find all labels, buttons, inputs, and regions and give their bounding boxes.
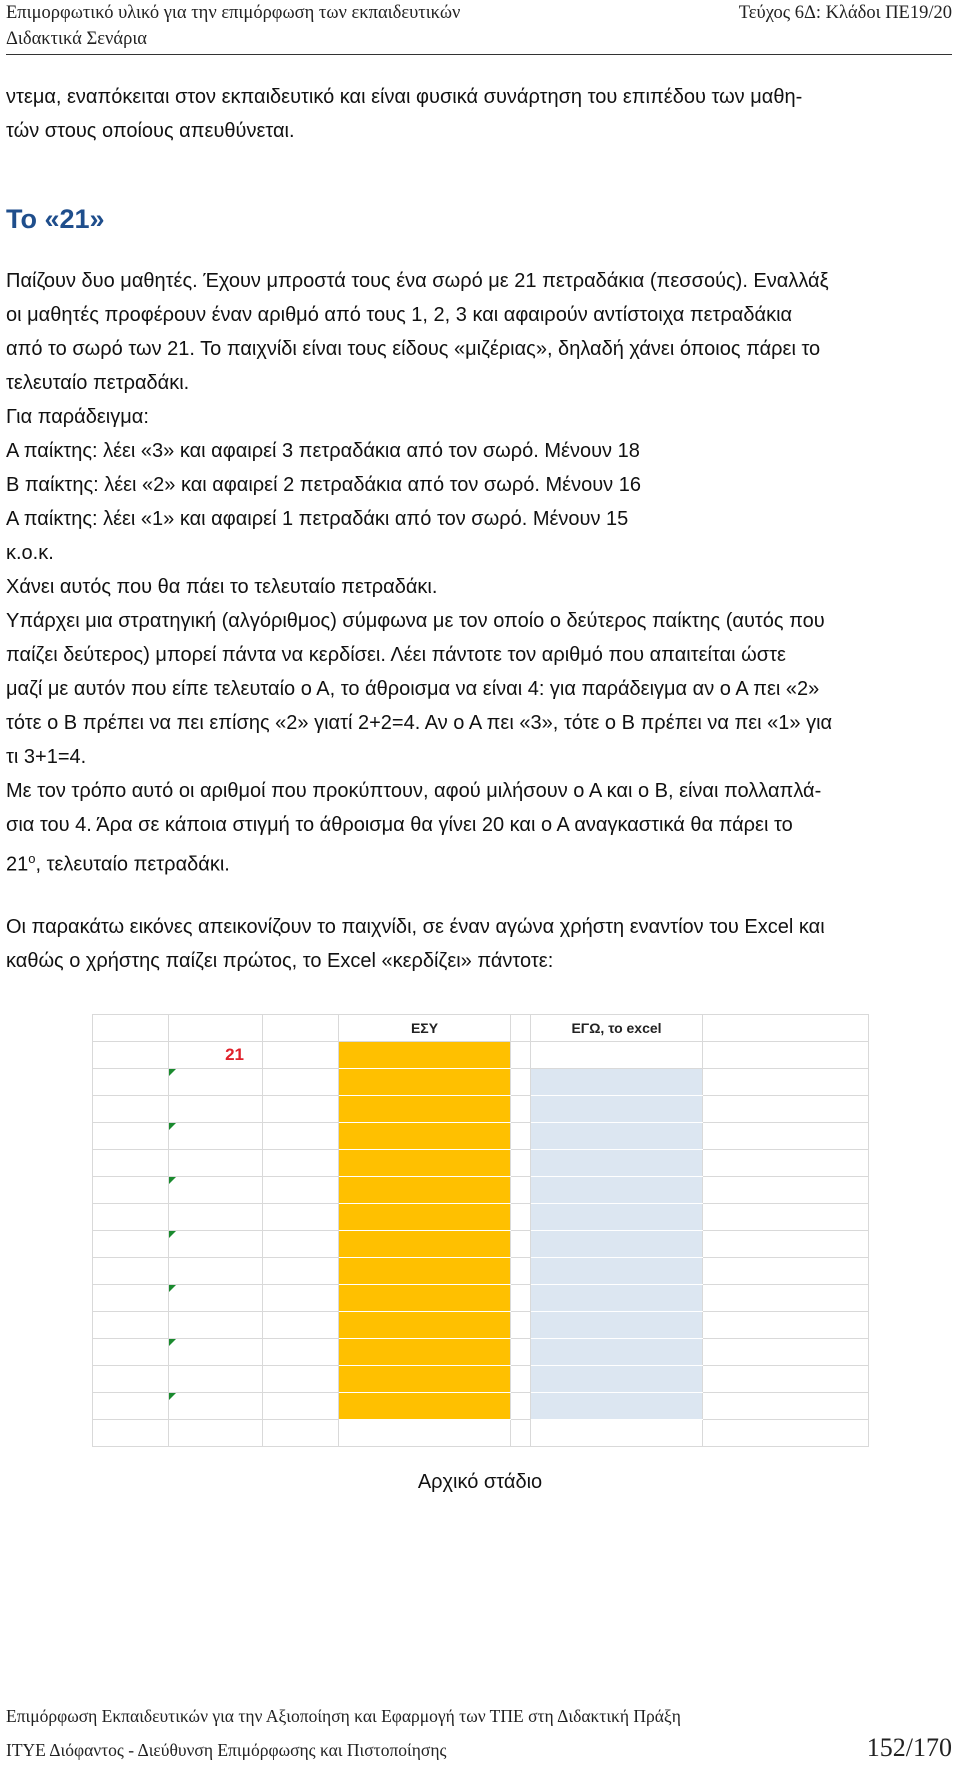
spreadsheet-cell [511,1015,531,1042]
user-move-cell [339,1096,511,1123]
spreadsheet-cell [263,1393,339,1420]
column-header-excel: ΕΓΩ, το excel [531,1015,703,1042]
excel-move-cell [531,1339,703,1366]
rules-line: Παίζουν δυο μαθητές. Έχουν μπροστά τους ένα σωρό με 21 πετραδάκια (πεσσούς). Εναλλάξ [6,270,829,292]
user-move-cell [339,1393,511,1420]
strategy-paragraph [6,604,952,774]
spreadsheet-cell [703,1069,869,1096]
spreadsheet-cell [169,1258,263,1285]
rules-line: από το σωρό των 21. Το παιχνίδι είναι τους είδους «μιζέριας», δηλαδή χάνει όποιος πάρει το [6,338,821,360]
spreadsheet-cell [169,1123,263,1150]
excel-move-cell [531,1258,703,1285]
spreadsheet-cell [511,1312,531,1339]
spreadsheet-cell [511,1177,531,1204]
excel-move-cell [531,1069,703,1096]
spreadsheet-cell [93,1312,169,1339]
page-number: 152/170 [866,1733,952,1762]
spreadsheet-cell [169,1150,263,1177]
example-block [6,400,952,604]
strategy-line: παίζει δεύτερος) μπορεί πάντα να κερδίσει. Λέει πάντοτε τον αριθμό που απαιτείται ώστε [6,644,786,666]
user-move-cell [339,1150,511,1177]
spreadsheet-cell [93,1285,169,1312]
spreadsheet-cell [703,1015,869,1042]
spreadsheet-cell [93,1096,169,1123]
example-loser: Χάνει αυτός που θα πάει το τελευταίο πετραδάκι. [6,576,438,598]
spreadsheet-cell [263,1285,339,1312]
spreadsheet-cell [703,1042,869,1069]
spreadsheet-cell [93,1015,169,1042]
spreadsheet-cell [511,1393,531,1420]
spreadsheet-cell [169,1285,263,1312]
spreadsheet-cell [169,1312,263,1339]
spreadsheet-cell [169,1096,263,1123]
user-move-cell [339,1204,511,1231]
user-move-cell [339,1339,511,1366]
user-move-cell [339,1366,511,1393]
spreadsheet-row [93,1015,869,1042]
spreadsheet-row [93,1231,869,1258]
spreadsheet-cell [703,1339,869,1366]
spreadsheet-cell [169,1339,263,1366]
spreadsheet-cell [263,1177,339,1204]
error-indicator-icon [169,1231,176,1238]
rules-line: τελευταίο πετραδάκι. [6,372,190,394]
spreadsheet-cell [511,1231,531,1258]
spreadsheet-row [93,1177,869,1204]
spreadsheet-cell [169,1420,263,1447]
spreadsheet-cell [263,1015,339,1042]
spreadsheet-cell [263,1258,339,1285]
spreadsheet-row [93,1123,869,1150]
strategy-line: μαζί με αυτόν που είπε τελευταίο ο Α, το άθροισμα να είναι 4: για παράδειγμα αν ο Α πει «2» [6,678,820,700]
page-footer [6,1700,952,1766]
error-indicator-icon [169,1123,176,1130]
spreadsheet-row [93,1096,869,1123]
intro-line: τών στους οποίους απευθύνεται. [6,120,295,142]
excel-move-cell [531,1123,703,1150]
excel-move-cell [531,1285,703,1312]
user-move-cell [339,1312,511,1339]
spreadsheet-cell [93,1150,169,1177]
spreadsheet-cell [263,1096,339,1123]
spreadsheet-cell [93,1366,169,1393]
spreadsheet-cell [511,1285,531,1312]
spreadsheet-cell [703,1258,869,1285]
spreadsheet-cell [511,1123,531,1150]
user-move-cell [339,1285,511,1312]
spreadsheet-cell [93,1258,169,1285]
user-move-cell [339,1177,511,1204]
excel-move-cell [531,1204,703,1231]
spreadsheet-cell [263,1123,339,1150]
spreadsheet-cell [531,1042,703,1069]
multiples-line [6,842,952,882]
ordinal-number: 21 [6,853,29,876]
spreadsheet-cell [263,1204,339,1231]
spreadsheet-cell [169,1393,263,1420]
spreadsheet-screenshot [92,1014,868,1434]
spreadsheet-cell [93,1393,169,1420]
spreadsheet-cell [511,1204,531,1231]
error-indicator-icon [169,1285,176,1292]
spreadsheet-cell [703,1420,869,1447]
spreadsheet-cell [93,1123,169,1150]
images-intro-line: Οι παρακάτω εικόνες απεικονίζουν το παιχνίδι, σε έναν αγώνα χρήστη εναντίον του Excel και [6,916,825,938]
multiples-line: Με τον τρόπο αυτό οι αριθμοί που προκύπτουν, αφού μιλήσουν ο Α και ο Β, είναι πολλαπλά- [6,780,822,802]
spreadsheet-cell [703,1285,869,1312]
spreadsheet-cell [703,1123,869,1150]
example-intro: Για παράδειγμα: [6,406,149,428]
spreadsheet-cell [531,1420,703,1447]
spreadsheet-row [93,1366,869,1393]
spreadsheet-cell [339,1420,511,1447]
user-move-cell [339,1069,511,1096]
spreadsheet-cell [511,1096,531,1123]
error-indicator-icon [169,1069,176,1076]
spreadsheet-cell [703,1177,869,1204]
excel-move-cell [531,1096,703,1123]
spreadsheet-cell [93,1231,169,1258]
header-divider [6,54,952,55]
spreadsheet-cell [511,1069,531,1096]
spreadsheet-cell [93,1042,169,1069]
spreadsheet-cell [511,1420,531,1447]
excel-move-cell [531,1312,703,1339]
header-publication: Επιμορφωτικό υλικό για την επιμόρφωση των εκπαιδευτικών [6,3,461,23]
images-intro-paragraph [6,910,952,978]
error-indicator-icon [169,1177,176,1184]
spreadsheet-row [93,1042,869,1069]
spreadsheet-cell [169,1015,263,1042]
example-move: Β παίκτης: λέει «2» και αφαιρεί 2 πετραδάκια από τον σωρό. Μένουν 16 [6,474,641,496]
excel-move-cell [531,1393,703,1420]
spreadsheet-cell [263,1312,339,1339]
spreadsheet-cell [263,1339,339,1366]
spreadsheet-row [93,1393,869,1420]
spreadsheet-cell [263,1150,339,1177]
header-issue: Τεύχος 6Δ: Κλάδοι ΠΕ19/20 [738,3,952,23]
figure-caption: Αρχικό στάδιο [417,1471,543,1493]
spreadsheet-cell [511,1339,531,1366]
start-value-cell: 21 [169,1042,263,1069]
ordinal-rest: , τελευταίο πετραδάκι. [35,853,230,876]
spreadsheet-cell [703,1231,869,1258]
spreadsheet-cell [93,1069,169,1096]
spreadsheet-cell [169,1177,263,1204]
strategy-line: τι 3+1=4. [6,746,87,768]
example-move: Α παίκτης: λέει «3» και αφαιρεί 3 πετραδάκια από τον σωρό. Μένουν 18 [6,440,640,462]
multiples-paragraph [6,774,952,882]
spreadsheet-cell [93,1204,169,1231]
spreadsheet-cell [169,1231,263,1258]
page-header [6,0,952,52]
spreadsheet-row [93,1204,869,1231]
spreadsheet-row [93,1312,869,1339]
excel-move-cell [531,1231,703,1258]
user-move-cell [339,1042,511,1069]
spreadsheet-cell [703,1150,869,1177]
spreadsheet-cell [703,1096,869,1123]
rules-line: οι μαθητές προφέρουν έναν αριθμό από τους 1, 2, 3 και αφαιρούν αντίστοιχα πετραδάκια [6,304,793,326]
spreadsheet-cell [93,1339,169,1366]
intro-line: ντεμα, εναπόκειται στον εκπαιδευτικό και είναι φυσικά συνάρτηση του επιπέδου των μαθη- [6,86,803,108]
excel-move-cell [531,1150,703,1177]
spreadsheet-cell [511,1042,531,1069]
section-title: Το «21» [6,204,105,234]
spreadsheet-cell [93,1420,169,1447]
spreadsheet-cell [263,1366,339,1393]
user-move-cell [339,1258,511,1285]
spreadsheet-row [93,1420,869,1447]
example-move: Α παίκτης: λέει «1» και αφαιρεί 1 πετραδάκι από τον σωρό. Μένουν 15 [6,508,629,530]
spreadsheet-cell [703,1204,869,1231]
spreadsheet-row [93,1069,869,1096]
ordinal-suffix: ο [28,851,36,866]
spreadsheet-cell [511,1150,531,1177]
excel-move-cell [531,1177,703,1204]
spreadsheet-cell [93,1177,169,1204]
spreadsheet-cell [511,1258,531,1285]
footer-program: Επιμόρφωση Εκπαιδευτικών για την Αξιοποίηση και Εφαρμογή των ΤΠΕ στη Διδακτική Πράξη [6,1706,681,1726]
rules-paragraph [6,264,952,400]
spreadsheet-cell [263,1042,339,1069]
header-subtitle: Διδακτικά Σενάρια [6,29,147,49]
spreadsheet-cell [511,1366,531,1393]
footer-organization: ΙΤΥΕ Διόφαντος - Διεύθυνση Επιμόρφωσης και Πιστοποίησης [6,1740,447,1760]
spreadsheet-row [93,1285,869,1312]
strategy-line: Υπάρχει μια στρατηγική (αλγόριθμος) σύμφωνα με τον οποίο ο δεύτερος παίκτης (αυτός που [6,610,825,632]
intro-paragraph [6,80,952,148]
spreadsheet-cell [703,1393,869,1420]
error-indicator-icon [169,1393,176,1400]
spreadsheet-cell [169,1069,263,1096]
images-intro-line: καθώς ο χρήστης παίζει πρώτος, το Excel «κερδίζει» πάντοτε: [6,950,554,972]
user-move-cell [339,1123,511,1150]
spreadsheet-cell [703,1312,869,1339]
spreadsheet-cell [263,1231,339,1258]
spreadsheet-cell [263,1420,339,1447]
strategy-line: τότε ο Β πρέπει να πει επίσης «2» γιατί 2+2=4. Αν ο Α πει «3», τότε ο Β πρέπει να πει «1» για [6,712,833,734]
spreadsheet-grid [92,1014,869,1447]
example-etc: κ.ο.κ. [6,542,54,564]
spreadsheet-row [93,1258,869,1285]
spreadsheet-row [93,1150,869,1177]
spreadsheet-cell [169,1366,263,1393]
spreadsheet-cell [263,1069,339,1096]
spreadsheet-cell [703,1366,869,1393]
error-indicator-icon [169,1339,176,1346]
spreadsheet-cell [169,1204,263,1231]
spreadsheet-row [93,1339,869,1366]
multiples-line: σια του 4. Άρα σε κάποια στιγμή το άθροισμα θα γίνει 20 και ο Α αναγκαστικά θα πάρει το [6,814,793,836]
excel-move-cell [531,1366,703,1393]
user-move-cell [339,1231,511,1258]
column-header-you: ΕΣΥ [339,1015,511,1042]
